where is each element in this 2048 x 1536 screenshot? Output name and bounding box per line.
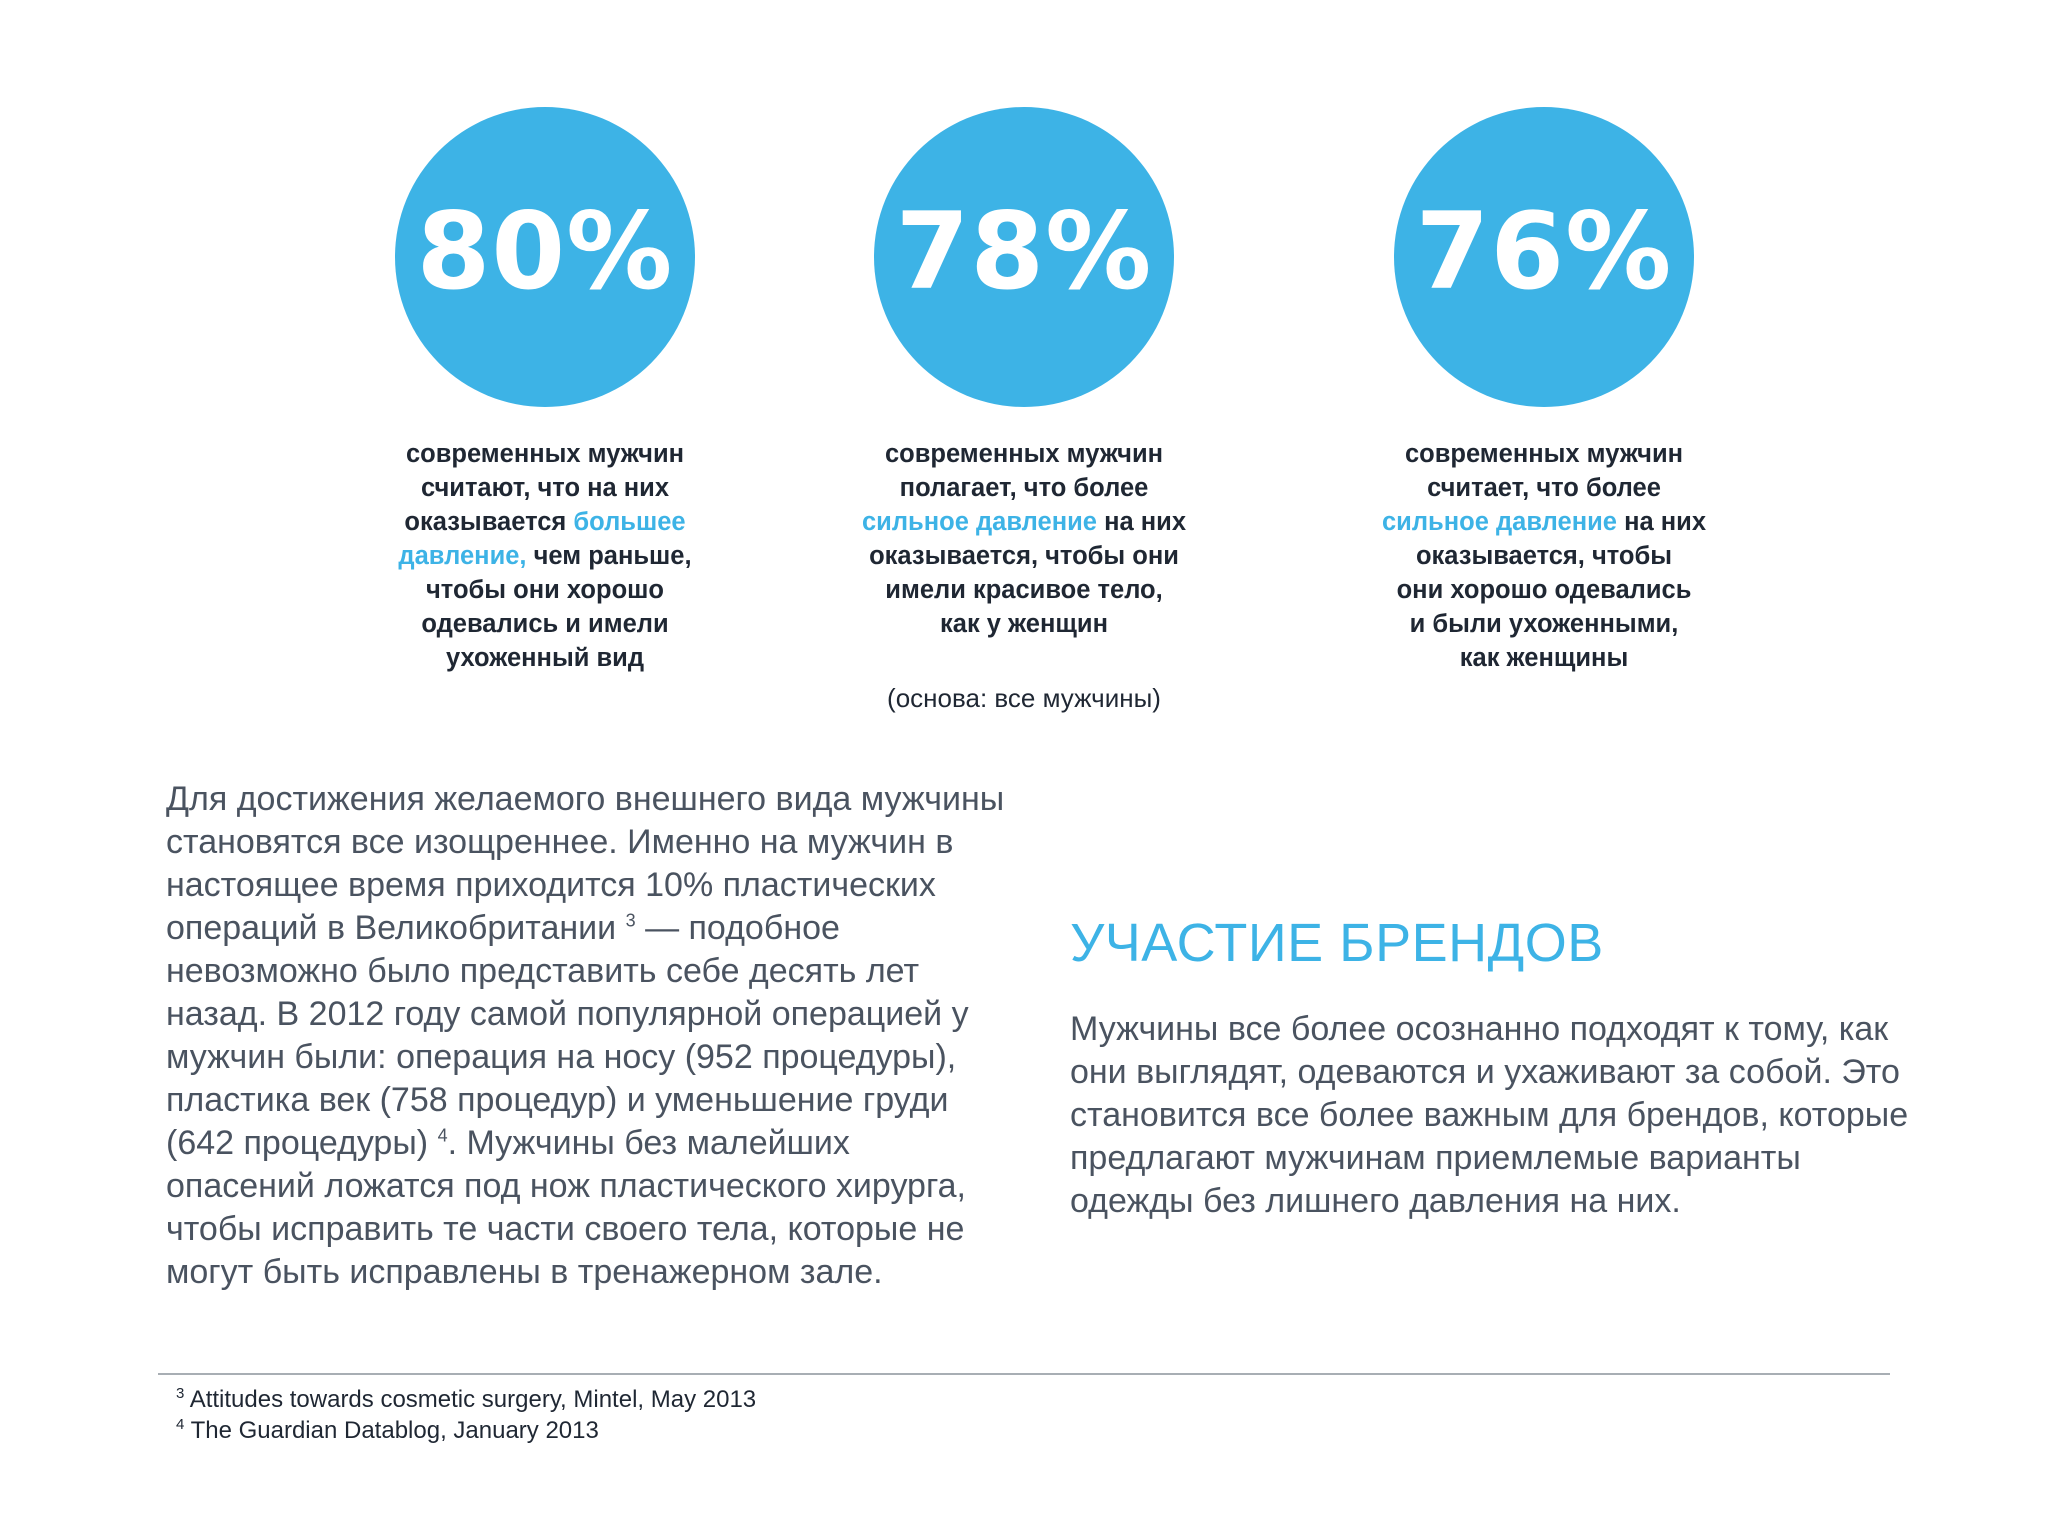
stat-78 bbox=[724, 107, 1324, 641]
brands-heading: УЧАСТИЕ БРЕНДОВ bbox=[1070, 913, 1604, 973]
footnote-divider bbox=[158, 1373, 1890, 1375]
stat-circle bbox=[874, 107, 1174, 407]
highlight: большее bbox=[573, 508, 686, 536]
stat-description: современных мужчин считают, что на них оказывается большее давление, чем раньше, чтобы они хорошо одевались и имели ухоженный вид bbox=[398, 440, 692, 672]
stat-76 bbox=[1244, 107, 1844, 675]
highlight: сильное давление bbox=[861, 508, 1097, 536]
stat-percent: 76% bbox=[1415, 189, 1673, 313]
stat-circle bbox=[1394, 107, 1694, 407]
footnote: $^3$ Attitudes towards cosmetic surgery, Mintel, May 2013 bbox=[176, 1385, 757, 1413]
stat-description: современных мужчин полагает, что более сильное давление на них оказывается, чтобы они имели красивое тело, как у женщин bbox=[861, 440, 1186, 638]
stat-circle bbox=[395, 107, 695, 407]
stat-description: современных мужчин считает, что более сильное давление на них оказывается, чтобы они хорошо одевались и были ухоженными, как женщины bbox=[1381, 440, 1706, 672]
main-paragraph: Для достижения желаемого внешнего вида мужчины становятся все изощреннее. Именно на мужчин в настоящее время приходится 10% пластических операций в Великобритании $^3$ — подобное невозможно было представить себе десять лет назад. В 2012 году самой популярной операцией у мужчин были: операция на носу (952 процедуры), пластика век (758 процедур) и уменьшение груди (642 процедуры) $^4$. Мужчины без малейших опасений ложатся под нож пластического хирурга, чтобы исправить те части своего тела, которые не могут быть исправлены в тренажерном зале. bbox=[166, 780, 1005, 1291]
base-note: (основа: все мужчины) bbox=[887, 683, 1161, 713]
stat-percent: 78% bbox=[895, 189, 1153, 313]
footnotes bbox=[176, 1384, 756, 1446]
footnote: $^4$ The Guardian Datablog, January 2013 bbox=[176, 1416, 599, 1444]
footnote-ref: 4 bbox=[437, 1125, 448, 1146]
highlight: давление, bbox=[398, 542, 527, 570]
footnote-ref: 3 bbox=[625, 910, 636, 931]
highlight: сильное давление bbox=[1381, 508, 1617, 536]
stat-percent: 80% bbox=[416, 189, 674, 313]
brands-paragraph: Мужчины все более осознанно подходят к тому, как они выглядят, одеваются и ухаживают за собой. Это становится все более важным для брендов, которые предлагают мужчинам приемлемые варианты одежды без лишнего давления на них. bbox=[1070, 1010, 1909, 1220]
